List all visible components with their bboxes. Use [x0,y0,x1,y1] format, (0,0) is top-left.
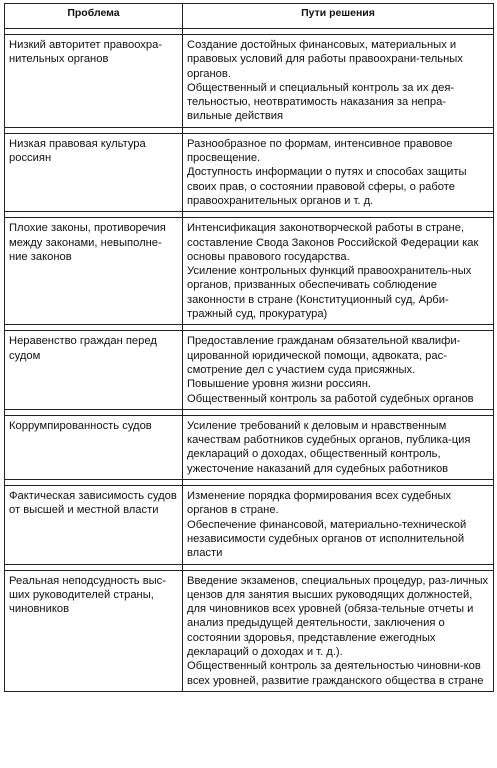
solution-text: Повышение уровня жизни россиян. [187,378,372,391]
header-solutions: Пути решения [183,4,494,29]
table-row [5,331,494,409]
solution-text: Разнообразное по формам, интенсивное правовое просвещение. [187,137,453,165]
table-row [5,570,494,691]
table-row [5,486,494,564]
solution-text: Общественный контроль за деятельностью чиновни-ков всех уровней, развитие гражданского общества в стране [187,660,484,687]
solution-text: Доступность информации о путях и способах защиты своих прав, о состоянии правовой сферы, о работе правоохранительных органов и т. д. [187,166,467,207]
problem-text: Низкий авторитет правоохра-нительных органов [9,39,163,66]
problem-cell [5,218,183,325]
table-row [5,218,494,325]
solution-text: Усиление требований к деловым и нравственным качествам работников судебных органов, публика-ция деклараций о доходах, общественный контроль, ужесточение наказаний для судебных работников [187,419,471,475]
table-row [5,415,494,479]
solution-text: Изменение порядка формирования всех судебных органов в стране. [187,490,452,517]
problem-cell [5,570,183,691]
solutions-cell [183,415,494,479]
table-row [5,35,494,128]
problem-text: Коррумпированность судов [9,419,152,432]
solution-text: Обеспечение финансовой, материально-технической независимости судебных органов от исполнительной власти [187,518,467,560]
problem-text: Низкая правовая культура россиян [9,137,146,165]
problem-cell [5,35,183,128]
solutions-cell [183,35,494,128]
table-header-row [5,4,494,29]
problem-cell [5,486,183,564]
problems-solutions-table [4,3,494,692]
problem-text: Фактическая зависимость судов от высшей и местной власти [9,490,177,517]
solution-text: Предоставление гражданам обязательной квалифи-цированной юридической помощи, адвоката, рас-смотрение дел с участием суда присяжных. [187,335,461,376]
solution-text: Общественный и специальный контроль за их дея-тельностью, неотвратимость наказания за непра-вильные действия [187,81,455,123]
problem-text: Реальная неподсудность выс-ших руководителей страны, чиновников [9,574,167,616]
problem-cell [5,331,183,409]
solution-text: Интенсификация законотворческой работы в стране, составление Свода Законов Российской Федерации как основы правового государства. [187,222,479,263]
solution-text: Введение экзаменов, специальных процедур, раз-личных цензов для занятия высших руководящих должностей, для чиновников всех уровней (обяза-тельные отчеты и анализ предыдущей деятельности, заключения о состоянии здоровья, представление ежегодных деклараций о доходах и т. д.). [187,574,489,658]
problem-cell [5,415,183,479]
solutions-cell [183,486,494,564]
solution-text: Усиление контрольных функций правоохранитель-ных органов, призванных обеспечивать соблюдение законности в стране (Конституционный суд, Арби-тражный суд, прокуратура) [187,265,472,321]
solution-text: Общественный контроль за работой судебных органов [187,392,474,405]
solutions-cell [183,331,494,409]
problem-cell [5,133,183,211]
solution-text: Создание достойных финансовых, материальных и правовых условий для работы правоохрани-тельных органов. [187,39,463,80]
solutions-cell [183,218,494,325]
solutions-cell [183,570,494,691]
problems-solutions-table-wrapper [4,3,493,692]
solutions-cell [183,133,494,211]
problem-text: Неравенство граждан перед судом [9,335,157,362]
problem-text: Плохие законы, противоречия между законами, невыполне-ние законов [9,222,166,263]
header-problem: Проблема [5,4,183,29]
table-row [5,133,494,211]
